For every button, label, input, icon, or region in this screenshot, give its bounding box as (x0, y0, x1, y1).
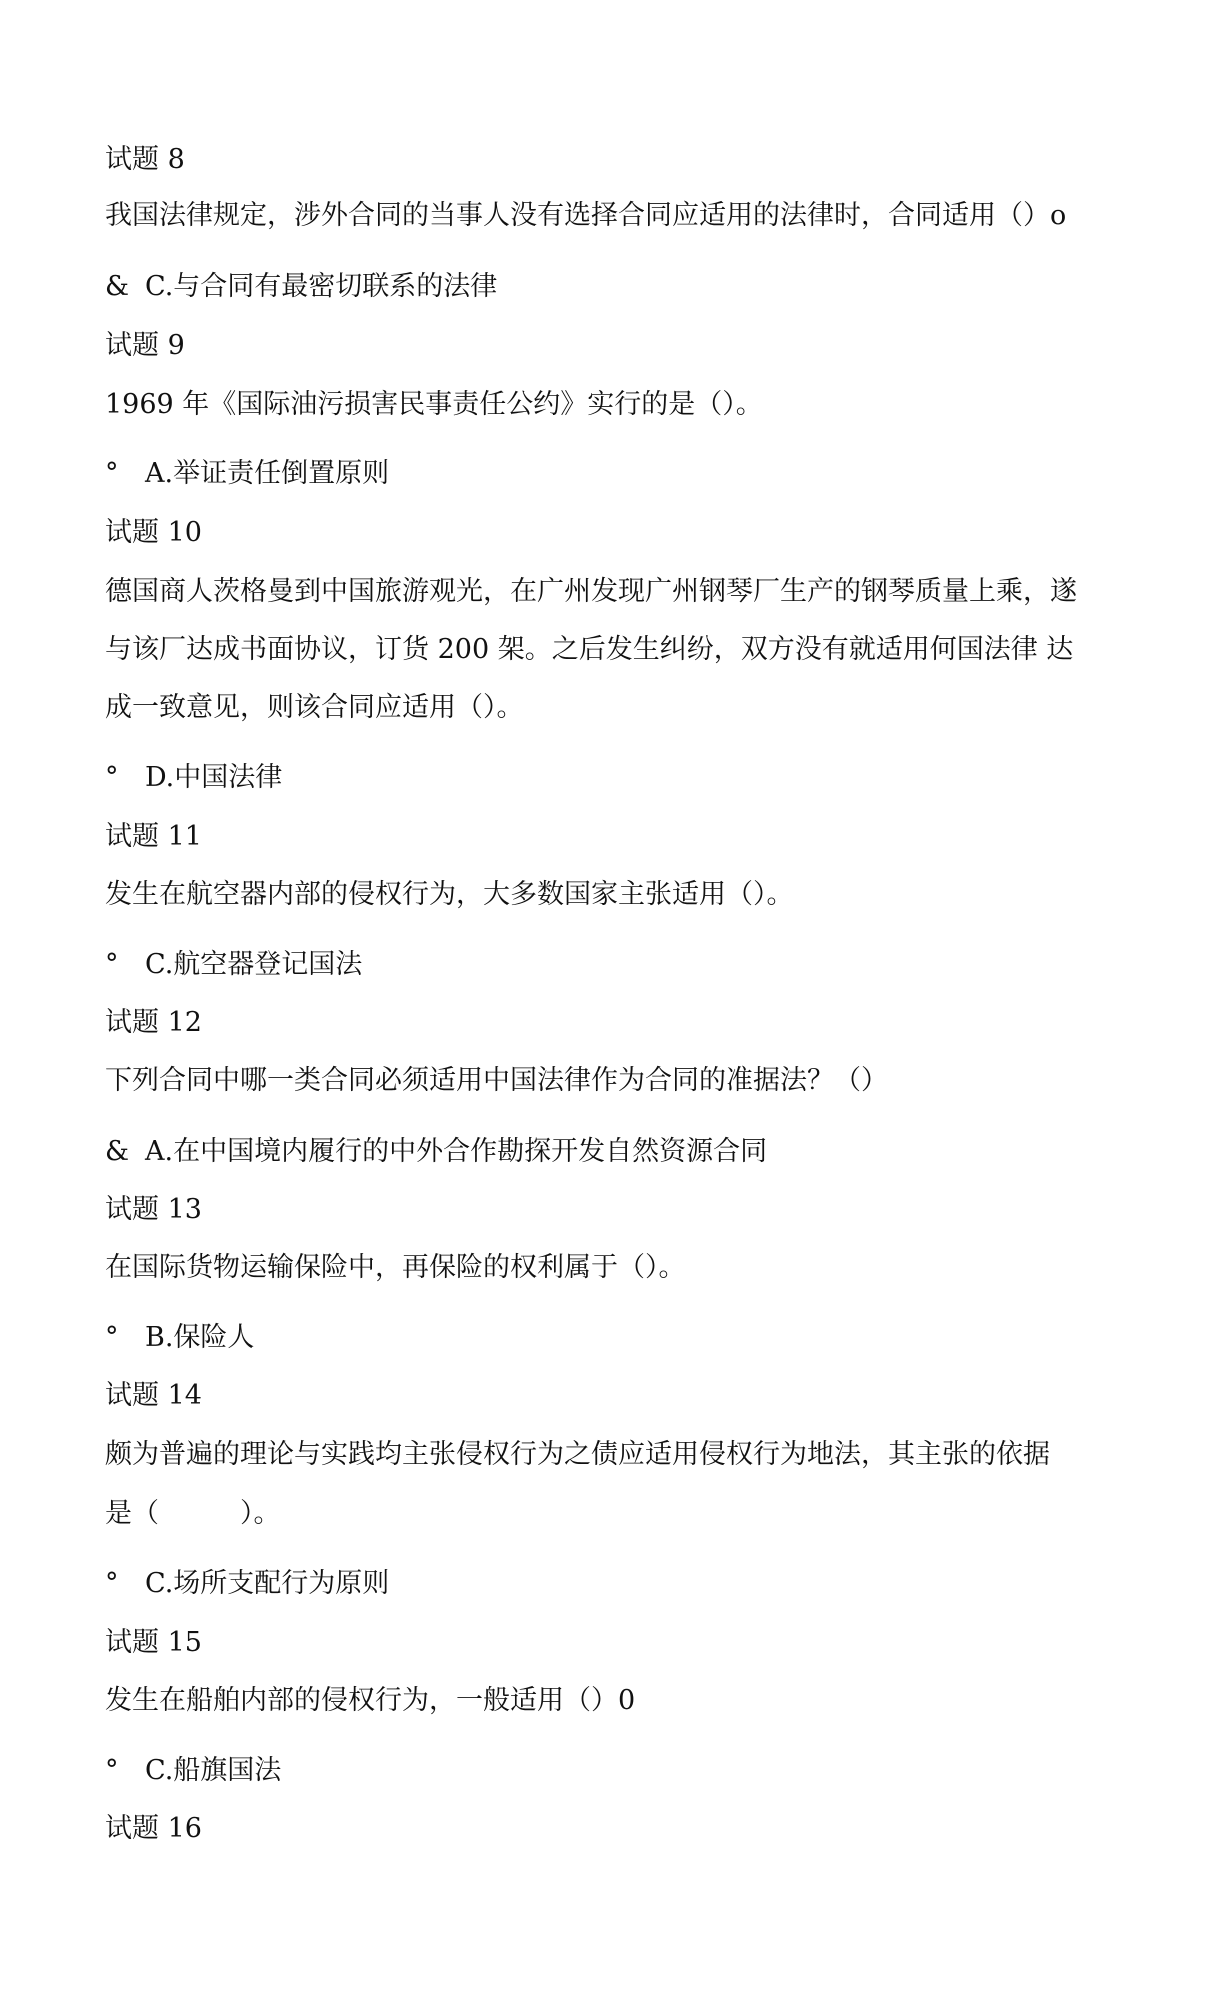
question-text: 颇为普遍的理论与实践均主张侵权行为之债应适用侵权行为地法，其主张的依据 (105, 1439, 1050, 1470)
question-text: 下列合同中哪一类合同必须适用中国法律作为合同的准据法？（） (105, 1065, 888, 1096)
question-text: 成一致意见，则该合同应适用（）。 (105, 692, 524, 723)
answer-line (105, 763, 1145, 793)
answer-mark: ° (105, 1755, 119, 1786)
question-text: 1969 年《国际油污损害民事责任公约》实行的是（）。 (105, 389, 763, 420)
answer-mark: & (105, 271, 130, 302)
question-label: 试题 13 (105, 1194, 202, 1225)
question-label: 试题 9 (105, 330, 185, 361)
answer-mark: ° (105, 1568, 119, 1599)
question-label: 试题 12 (105, 1007, 202, 1038)
answer-text: C.场所支配行为原则 (145, 1568, 390, 1599)
answer-text: B.保险人 (145, 1322, 255, 1353)
answer-mark: ° (105, 949, 119, 980)
answer-line (105, 1137, 1145, 1167)
answer-text: C.航空器登记国法 (145, 949, 363, 980)
question-text: 德国商人茨格曼到中国旅游观光，在广州发现广州钢琴厂生产的钢琴质量上乘，遂 (105, 576, 1077, 607)
answer-text: C.与合同有最密切联系的法律 (145, 271, 498, 302)
answer-text: C.船旗国法 (145, 1755, 282, 1786)
question-text: 我国法律规定，涉外合同的当事人没有选择合同应适用的法律时，合同适用（）o (105, 200, 1067, 231)
question-text: 发生在航空器内部的侵权行为，大多数国家主张适用（）。 (105, 879, 794, 910)
question-text: 是（ ）。 (105, 1498, 281, 1529)
answer-line (105, 272, 1145, 302)
answer-mark: ° (105, 458, 119, 489)
question-label: 试题 11 (105, 821, 202, 852)
answer-line (105, 459, 1145, 489)
question-text: 发生在船舶内部的侵权行为，一般适用（）0 (105, 1685, 636, 1716)
answer-text: D.中国法律 (145, 762, 283, 793)
answer-mark: ° (105, 1322, 119, 1353)
answer-line (105, 1323, 1145, 1353)
answer-mark: & (105, 1136, 130, 1167)
question-text: 在国际货物运输保险中，再保险的权利属于（）。 (105, 1252, 686, 1283)
answer-mark: ° (105, 762, 119, 793)
question-text: 与该厂达成书面协议，订货 200 架。之后发生纠纷，双方没有就适用何国法律 达 (105, 634, 1074, 665)
question-label: 试题 15 (105, 1627, 202, 1658)
question-label: 试题 14 (105, 1380, 202, 1411)
answer-line (105, 1756, 1145, 1786)
answer-line (105, 1569, 1145, 1599)
question-label: 试题 16 (105, 1813, 202, 1844)
answer-text: A.举证责任倒置原则 (145, 458, 390, 489)
answer-line (105, 950, 1145, 980)
question-label: 试题 10 (105, 517, 202, 548)
answer-text: A.在中国境内履行的中外合作勘探开发自然资源合同 (145, 1136, 768, 1167)
question-label: 试题 8 (105, 144, 185, 175)
